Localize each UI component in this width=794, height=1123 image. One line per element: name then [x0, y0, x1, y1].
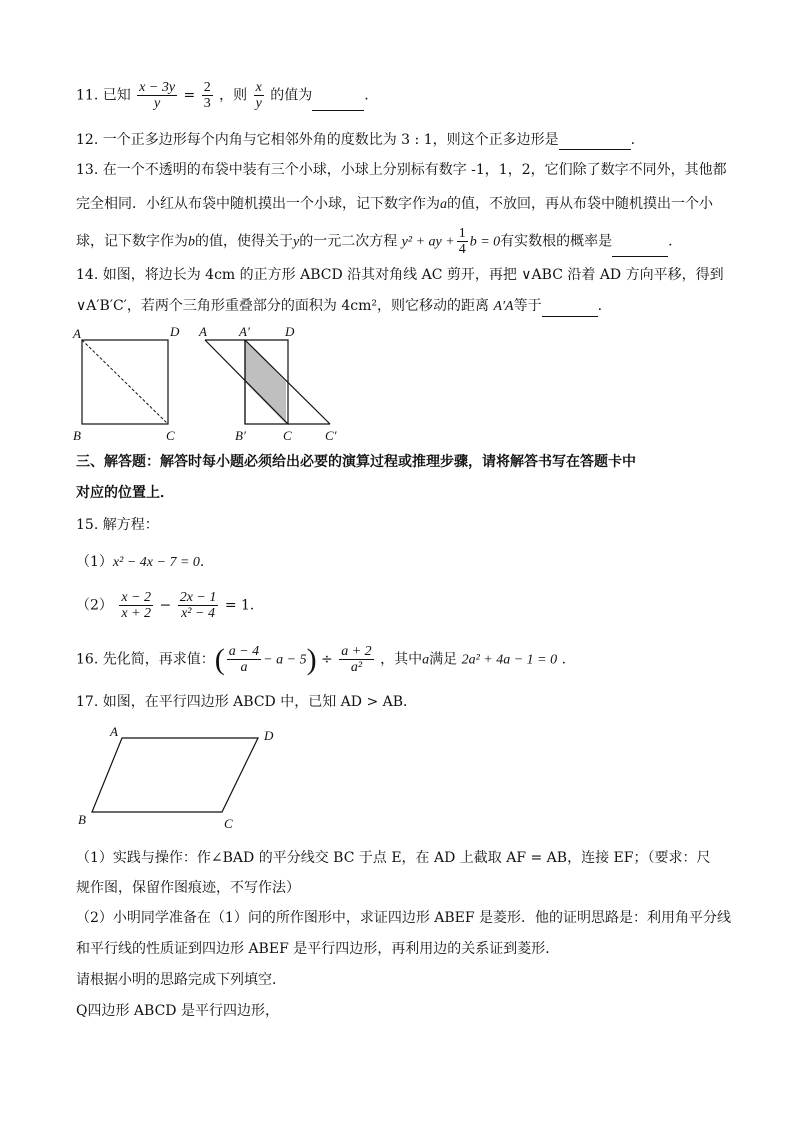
question-13-line-1: 13. 在一个不透明的布袋中装有三个小球，小球上分别标有数字 -1，1，2，它们除了数字不同外，其他都: [76, 162, 727, 178]
question-14-line-2: ∨A′B′C′，若两个三角形重叠部分的面积为 4cm²，则它移动的距离 A′A等于 .: [76, 296, 602, 317]
fraction: $\frac{2x - 1}{\text{x² − 4}}$: [179, 590, 217, 621]
label-a: A: [73, 326, 81, 341]
question-15-part-2: （2） $\frac{x - 2}{x + 2}$ − $\frac{2x - 1}{\text{x² − 4}}$ = 1.: [76, 590, 255, 621]
label-a: A: [199, 324, 207, 339]
label-d: D: [170, 324, 180, 339]
label-c: C: [166, 428, 175, 443]
question-15-part-1: （1）x² − 4x − 7 = 0.: [76, 554, 205, 570]
label-c: C: [283, 428, 292, 443]
question-13-line-3: 球，记下数字作为b的值，使得关于y的一元二次方程 y² + ay + $\frac{1}{4}$ b = 0有实数根的概率是 .: [76, 226, 673, 257]
fraction: $\frac{x}{y}$: [255, 80, 262, 111]
question-16: 16. 先化简，再求值：( $\frac{a - 4}{a}$ − a − 5) ÷ $\frac{a + 2}{\text{a²}}$ ，其中a满足 2a² + 4a − 1 = 0 .: [76, 642, 567, 676]
fraction: $\frac{x - 2}{x + 2}$: [121, 590, 152, 621]
label-a: A: [110, 724, 118, 739]
fraction: $\frac{a + 2}{\text{a²}}$: [341, 644, 372, 675]
fraction: $\frac{x - 3y}{y}$: [139, 80, 176, 111]
label-c-prime: C′: [325, 428, 337, 443]
question-12: 12. 一个正多边形每个内角与它相邻外角的度数比为 3 : 1，则这个正多边形是 .: [76, 132, 636, 148]
label-a-prime: A′: [239, 324, 250, 339]
question-17-part-2-line-1: （2）小明同学准备在（1）问的所作图形中，求证四边形 ABEF 是菱形．他的证明思路是：利用角平分线: [76, 910, 732, 926]
figure-square: [70, 322, 190, 446]
question-17-proof-start: Q四边形 ABCD 是平行四边形，: [76, 1003, 279, 1019]
label-d: D: [285, 324, 295, 339]
question-17-part-1-line-1: （1）实践与操作：作∠BAD 的平分线交 BC 于点 E，在 AD 上截取 AF = AB，连接 EF；（要求：尺: [76, 850, 711, 866]
label-b-prime: B′: [235, 428, 246, 443]
label-c: C: [224, 816, 233, 831]
question-15-title: 15. 解方程：: [76, 517, 159, 533]
answer-blank[interactable]: [312, 96, 364, 111]
question-17-part-1-line-2: 规作图，保留作图痕迹，不写作法）: [76, 880, 300, 896]
answer-blank[interactable]: [612, 242, 668, 257]
answer-blank[interactable]: [559, 135, 631, 150]
question-17-part-2-line-2: 和平行线的性质证到四边形 ABEF 是平行四边形，再利用边的关系证到菱形．: [76, 941, 560, 957]
fraction: $\frac{a - 4}{a}$: [228, 644, 260, 675]
question-17-instruction: 请根据小明的思路完成下列填空．: [76, 972, 286, 988]
section-3-heading-cont: 对应的位置上．: [76, 485, 174, 501]
question-14-line-1: 14. 如图，将边长为 4cm 的正方形 ABCD 沿其对角线 AC 剪开，再把 ∨ABC 沿着 AD 方向平移，得到: [76, 267, 724, 283]
label-d: D: [264, 728, 274, 743]
figure-parallelogram: [74, 724, 284, 836]
section-3-heading: 三、解答题：解答时每小题必须给出必要的演算过程或推理步骤，请将解答书写在答题卡中: [76, 454, 636, 470]
fraction: $\frac{2}{3}$: [203, 80, 211, 111]
question-17: 17. 如图，在平行四边形 ABCD 中，已知 AD > AB．: [76, 694, 418, 710]
answer-blank[interactable]: [542, 302, 598, 317]
label-b: B: [78, 812, 86, 827]
fraction: $\frac{1}{4}$: [458, 226, 466, 257]
label-b: B: [73, 428, 81, 443]
figure-translation: [195, 322, 355, 446]
question-11: 11. 已知 $\frac{x - 3y}{y}$ = $\frac{2}{3}$ ，则 $\frac{x}{y}$ 的值为 .: [76, 80, 369, 111]
question-13-line-2: 完全相同．小红从布袋中随机摸出一个小球，记下数字作为a的值，不放回，再从布袋中随机摸出一个小: [76, 196, 713, 212]
